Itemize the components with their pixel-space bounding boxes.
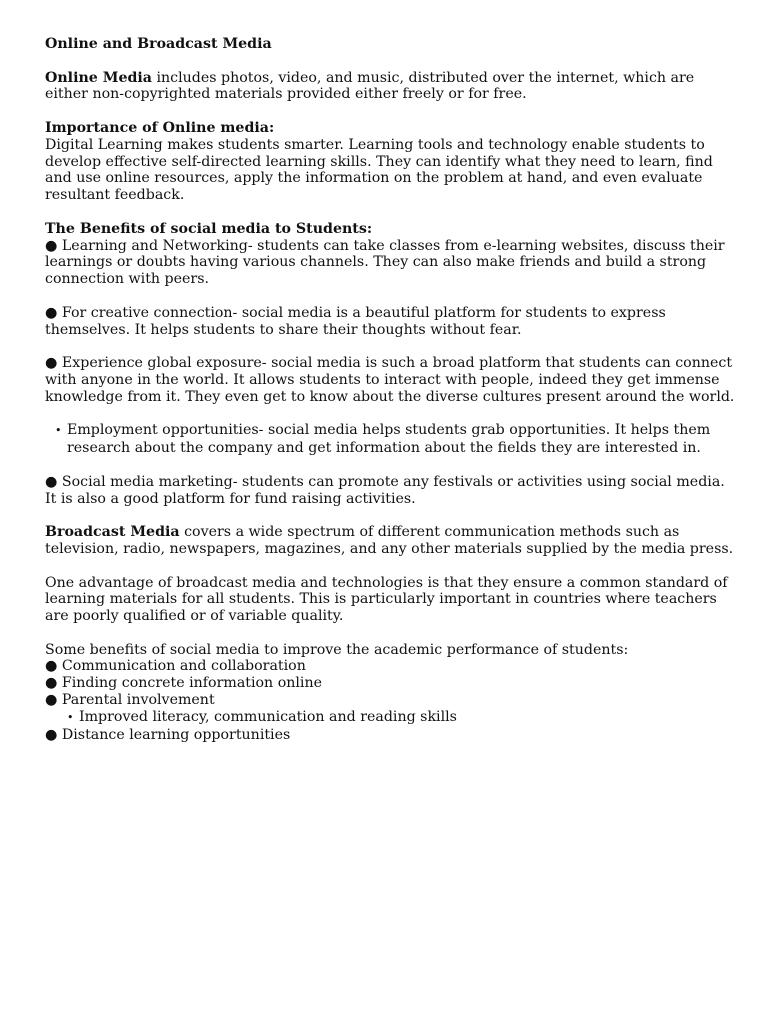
broadcast-media-paragraph (45, 524, 735, 558)
academic-item-literacy (45, 709, 735, 727)
academic-item-parental: ● Parental involvement (45, 692, 215, 709)
benefit-item-creative: ● For creative connection- social media is a beautiful platform for students to express themselves. It helps students to share their thoughts without fear. (45, 304, 666, 338)
document-page (45, 36, 735, 743)
online-media-text: includes photos, video, and music, distributed over the internet, which are either non-copyrighted materials provided either freely or for free. (45, 69, 695, 103)
bullet-icon: • (67, 710, 74, 724)
importance-heading: Importance of Online media: (45, 119, 275, 136)
academic-item-distance: ● Distance learning opportunities (45, 726, 291, 743)
online-media-paragraph (45, 70, 735, 104)
academic-item-information: ● Finding concrete information online (45, 675, 322, 692)
benefit-item-employment-text: Employment opportunities- social media helps students grab opportunities. It helps them research about the company and get information about the fields they are interested in. (67, 422, 711, 457)
document-title: Online and Broadcast Media (45, 36, 272, 52)
advantage-paragraph: One advantage of broadcast media and technologies is that they ensure a common standard of learning materials for all students. This is particularly important in countries where teachers are poorly qualified or of variable quality. (45, 574, 728, 625)
benefit-item-global: ● Experience global exposure- social media is such a broad platform that students can connect with anyone in the world. It allows students to interact with people, indeed they get immense knowledge from it. They even get to know about the diverse cultures present around the world. (45, 355, 735, 405)
benefits-heading: The Benefits of social media to Students: (45, 220, 373, 237)
broadcast-media-text: covers a wide spectrum of different communication methods such as television, radio, newspapers, magazines, and any other materials supplied by the media press. (45, 524, 734, 557)
academic-intro: Some benefits of social media to improve the academic performance of students: (45, 641, 629, 658)
benefit-item-networking: ● Learning and Networking- students can take classes from e-learning websites, discuss their learnings or doubts having various channels. They can also make friends and build a strong connection with peers. (45, 237, 725, 288)
online-media-term: Online Media (45, 69, 152, 86)
benefit-item-employment (45, 422, 735, 457)
broadcast-media-term: Broadcast Media (45, 524, 180, 541)
importance-text: Digital Learning makes students smarter. Learning tools and technology enable students to develop effective self-directed learning skills. They can identify what they need to learn, find and use online resources, apply the information on the problem at hand, and even evaluate resultant feedback. (45, 136, 713, 204)
benefit-item-marketing: ● Social media marketing- students can promote any festivals or activities using social media. It is also a good platform for fund raising activities. (45, 473, 725, 507)
academic-item-literacy-text: Improved literacy, communication and reading skills (79, 708, 457, 725)
bullet-icon: • (55, 424, 62, 438)
academic-item-communication: ● Communication and collaboration (45, 658, 306, 675)
